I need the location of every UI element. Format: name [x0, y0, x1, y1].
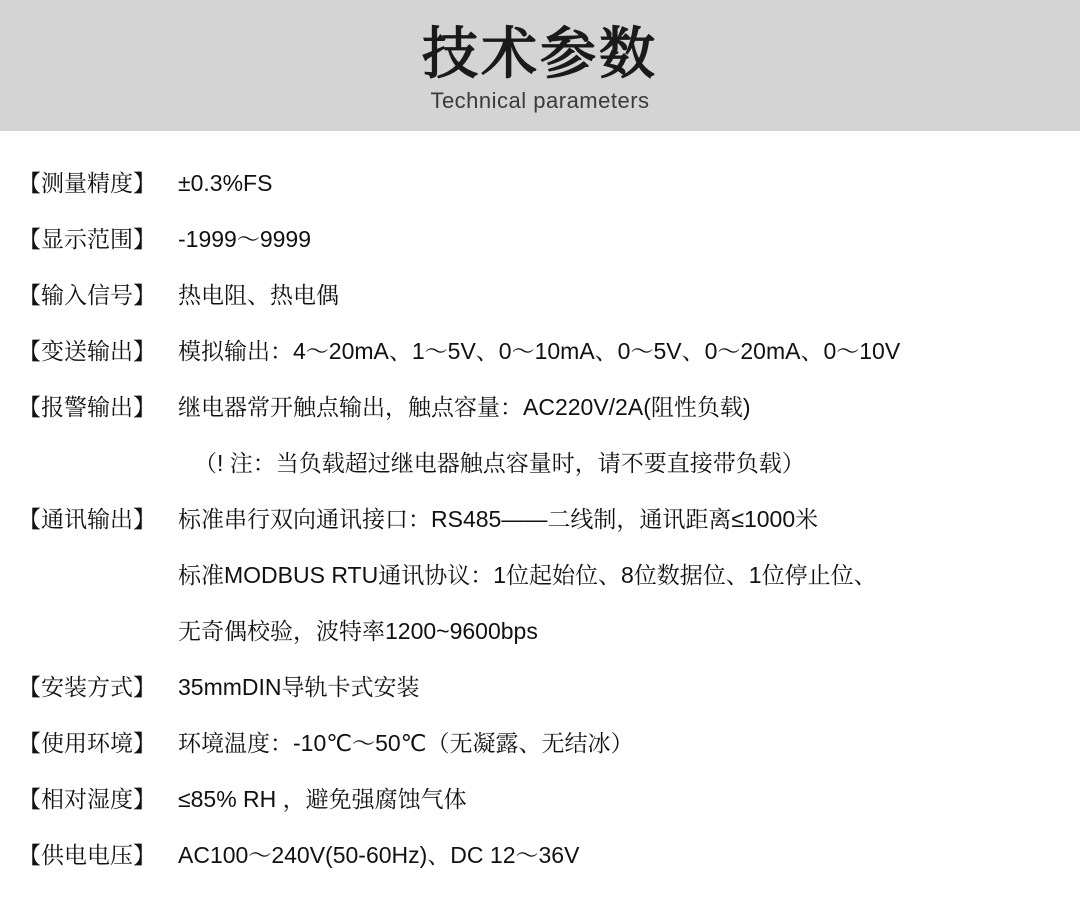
spec-value: ≤85% RH ，避免强腐蚀气体	[178, 786, 467, 812]
spec-value: 继电器常开触点输出，触点容量：AC220V/2A(阻性负载)	[178, 394, 751, 420]
spec-label: 【变送输出】	[18, 338, 156, 364]
spec-row	[0, 211, 1080, 267]
spec-value: （! 注：当负载超过继电器触点容量时，请不要直接带负载）	[194, 450, 805, 476]
spec-label: 【显示范围】	[18, 226, 156, 252]
specification-list	[0, 131, 1080, 883]
spec-value: 35mmDIN导轨卡式安装	[178, 674, 420, 700]
spec-value: AC100～240V(50-60Hz)、DC 12～36V	[178, 842, 580, 868]
spec-row	[0, 267, 1080, 323]
page-header	[0, 0, 1080, 131]
spec-row-continuation	[0, 603, 1080, 659]
spec-label: 【输入信号】	[18, 282, 156, 308]
spec-row	[0, 771, 1080, 827]
spec-value: 标准MODBUS RTU通讯协议：1位起始位、8位数据位、1位停止位、	[178, 562, 877, 588]
spec-label: 【通讯输出】	[18, 506, 156, 532]
spec-row-note	[0, 435, 1080, 491]
spec-row-continuation	[0, 547, 1080, 603]
spec-row	[0, 491, 1080, 547]
spec-row	[0, 379, 1080, 435]
page-title: 技术参数	[422, 22, 658, 86]
spec-label: 【测量精度】	[18, 170, 156, 196]
spec-label: 【报警输出】	[18, 394, 156, 420]
spec-value: 模拟输出：4～20mA、1～5V、0～10mA、0～5V、0～20mA、0～10V	[178, 338, 901, 364]
spec-value: 环境温度：-10℃～50℃（无凝露、无结冰）	[178, 730, 634, 756]
page-subtitle: Technical parameters	[430, 87, 650, 113]
spec-value: 标准串行双向通讯接口：RS485——二线制，通讯距离≤1000米	[178, 506, 819, 532]
spec-row	[0, 659, 1080, 715]
spec-row	[0, 827, 1080, 883]
spec-label: 【使用环境】	[18, 730, 156, 756]
spec-label: 【相对湿度】	[18, 786, 156, 812]
spec-value: 无奇偶校验，波特率1200~9600bps	[178, 618, 538, 644]
spec-value: ±0.3%FS	[178, 170, 273, 196]
spec-label: 【安装方式】	[18, 674, 156, 700]
spec-value: -1999～9999	[178, 226, 311, 252]
spec-value: 热电阻、热电偶	[178, 282, 339, 308]
spec-row	[0, 323, 1080, 379]
spec-row	[0, 155, 1080, 211]
spec-row	[0, 715, 1080, 771]
spec-label: 【供电电压】	[18, 842, 156, 868]
